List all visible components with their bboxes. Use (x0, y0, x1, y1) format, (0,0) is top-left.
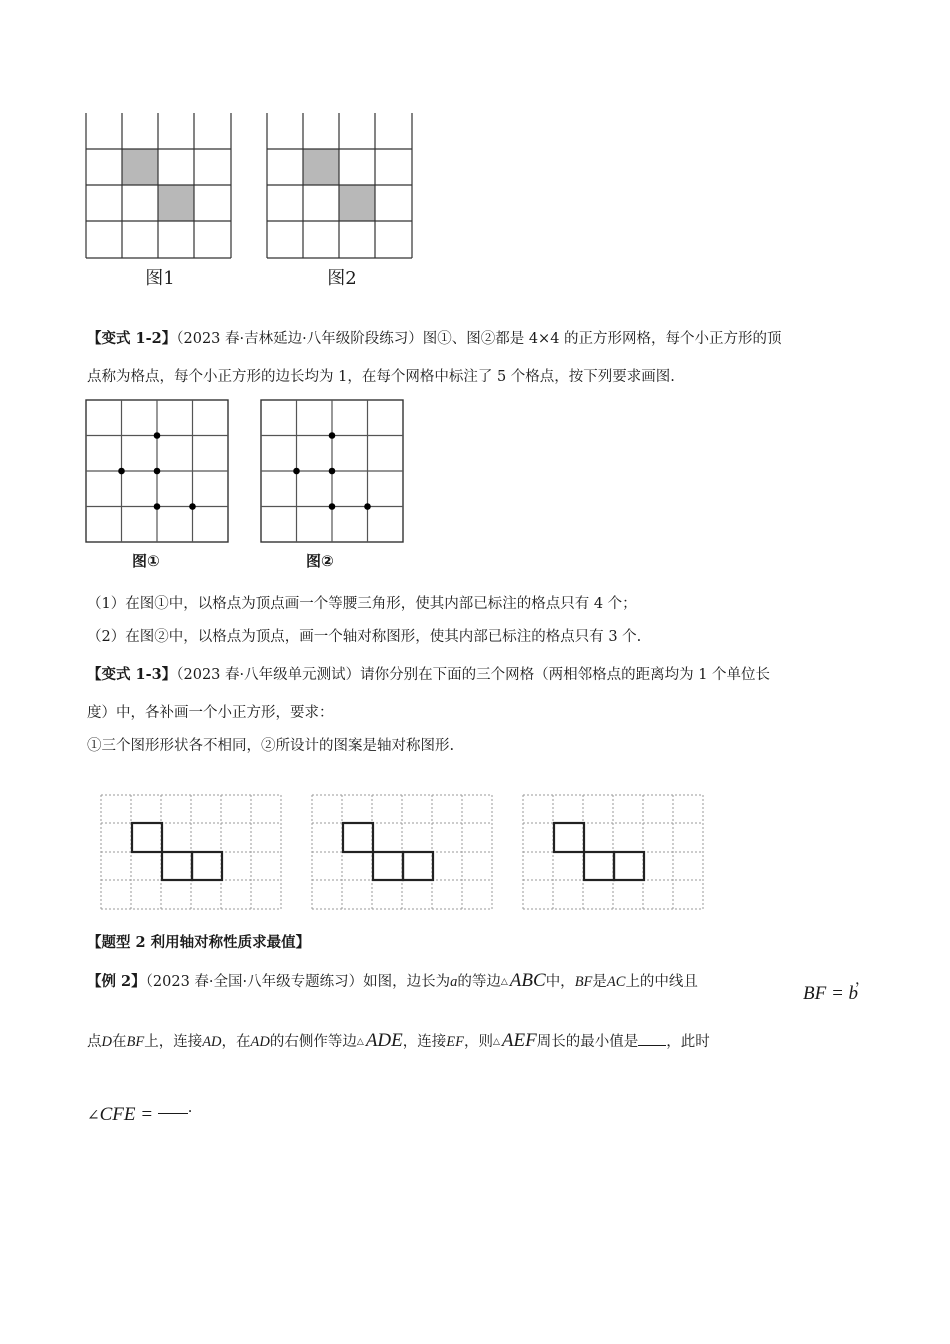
text-run: 上的中线且 (625, 974, 698, 990)
text-run: 中， (545, 974, 575, 990)
text-run: ，连接 (402, 1034, 447, 1050)
triangle-symbol: △ (492, 1037, 500, 1047)
text-run: 的右侧作等边 (269, 1034, 357, 1050)
segment-ef: EF (446, 1034, 464, 1050)
text-run: （2023 春·全国·八年级专题练习）如图，边长为 (145, 974, 451, 990)
text-run: ，此时 (666, 1034, 710, 1050)
angle-symbol: ∠ (87, 1106, 100, 1124)
segment-ad: AD (250, 1034, 270, 1050)
figure-circle-1-caption: 图① (132, 552, 160, 570)
variant-1-2-line2: 点称为格点，每个小正方形的边长均为 1，在每个网格中标注了 5 个格点，按下列要求画图. (87, 369, 675, 385)
lattice-point (189, 503, 196, 510)
lattice-point (154, 468, 161, 475)
dotted-grid-2 (310, 793, 498, 911)
lattice-point (364, 503, 371, 510)
shaded-square (122, 149, 158, 185)
lattice-point (154, 432, 161, 439)
grid-figure-circle-2 (260, 399, 406, 545)
variant-1-3-tag: 【变式 1-3】 (87, 666, 177, 683)
variant-1-2-text1: （2023 春·吉林延边·八年级阶段练习）图①、图②都是 4×4 的正方形网格，每个小正方形的顶 (176, 331, 782, 347)
angle-cfe: CFE (99, 1104, 136, 1125)
dotted-grid-1 (99, 793, 287, 911)
example-2-line1 (87, 970, 698, 993)
l-shape-figure (132, 823, 222, 880)
lattice-point (154, 503, 161, 510)
variant-1-3-text1: （2023 春·八年级单元测试）请你分别在下面的三个网格（两相邻格点的距离均为 1 个单位长 (176, 667, 771, 683)
text-run: 的等边 (457, 974, 501, 990)
segment-bf: BF (574, 974, 593, 990)
dotted-grid-3 (521, 793, 709, 911)
lattice-point (329, 432, 336, 439)
var-a: a (450, 974, 458, 990)
text-run: 是 (592, 974, 607, 990)
period: . (187, 1100, 193, 1116)
triangle-symbol: △ (356, 1037, 364, 1047)
point-d: D (101, 1034, 112, 1050)
segment-ac: AC (606, 974, 626, 990)
shaded-square (339, 185, 375, 221)
grid-figure-2 (266, 112, 416, 260)
example-2-line2 (87, 1030, 710, 1053)
variant-1-3-line1 (87, 664, 770, 686)
lattice-point (118, 468, 125, 475)
shaded-square (303, 149, 339, 185)
variant-1-3-line3: ①三个图形形状各不相同，②所设计的图案是轴对称图形. (87, 738, 455, 754)
topic-2-heading: 【题型 2 利用轴对称性质求最值】 (87, 934, 311, 951)
text-run: 点 (87, 1034, 102, 1050)
grid-figure-circle-1 (85, 399, 231, 545)
variant-1-2-line1 (87, 328, 782, 350)
equation-bf-b: BF = b (803, 983, 859, 1004)
triangle-ade: ADE (365, 1030, 403, 1051)
text-run: 周长的最小值是 (536, 1034, 639, 1050)
text-run: 上，连接 (144, 1034, 203, 1050)
triangle-abc: ABC (509, 970, 546, 991)
figure-1-caption: 图1 (145, 268, 175, 289)
comma: ， (855, 972, 870, 988)
variant-1-3-line2: 度）中，各补画一个小正方形，要求： (87, 705, 334, 721)
answer-blank-2[interactable] (158, 1101, 188, 1114)
figure-circle-2-caption: 图② (306, 552, 334, 570)
example-2-tag: 【例 2】 (87, 973, 146, 990)
text-run: 在 (111, 1034, 127, 1050)
lattice-point (293, 468, 300, 475)
segment-ad: AD (202, 1034, 222, 1050)
variant-1-2-tag: 【变式 1-2】 (87, 330, 177, 347)
triangle-symbol: △ (500, 977, 508, 987)
text-run: ，则 (463, 1034, 493, 1050)
equals-sign: = (135, 1104, 158, 1125)
question-1: （1）在图①中，以格点为顶点画一个等腰三角形，使其内部已标注的格点只有 4 个； (87, 596, 637, 612)
text-run: ，在 (221, 1034, 251, 1050)
shaded-square (158, 185, 194, 221)
segment-bf: BF (126, 1034, 145, 1050)
l-shape-figure (343, 823, 433, 880)
l-shape-figure (554, 823, 644, 880)
question-2: （2）在图②中，以格点为顶点，画一个轴对称图形，使其内部已标注的格点只有 3 个. (87, 629, 642, 645)
answer-blank-1[interactable] (638, 1031, 666, 1046)
figure-2-caption: 图2 (327, 268, 357, 289)
lattice-point (329, 468, 336, 475)
example-2-line3 (87, 1097, 192, 1127)
lattice-point (329, 503, 336, 510)
triangle-aef: AEF (501, 1030, 537, 1051)
grid-figure-1 (85, 112, 235, 260)
